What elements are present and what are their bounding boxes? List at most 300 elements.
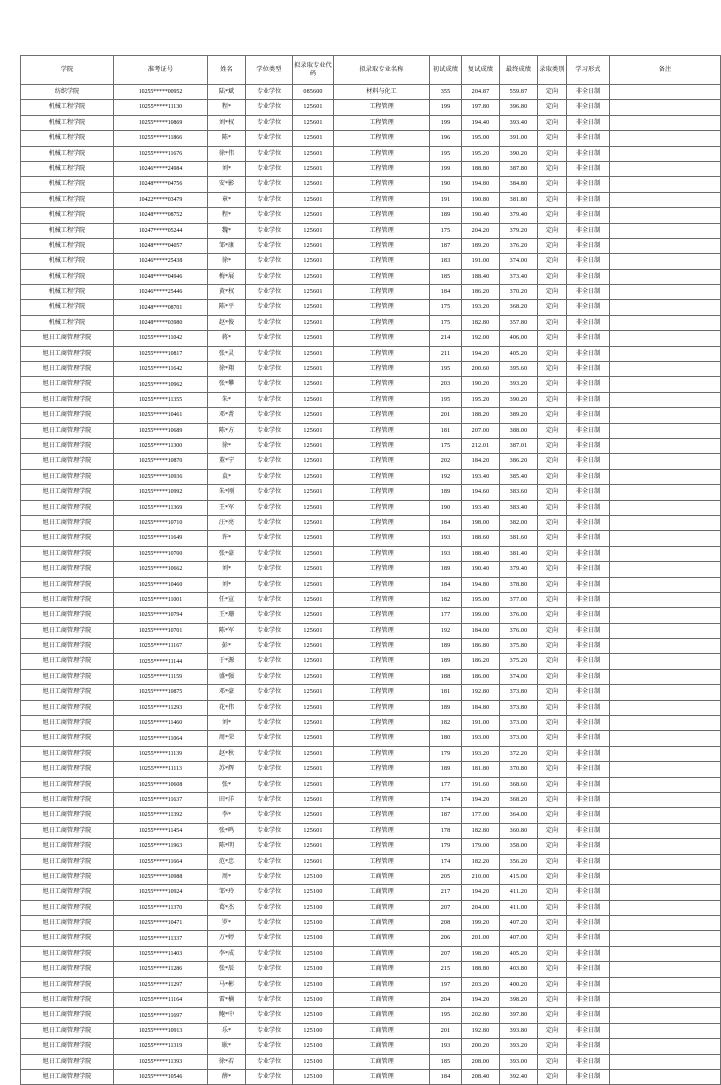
cell-remark xyxy=(610,362,721,377)
cell-exam-number: 10255*****11337 xyxy=(114,931,208,946)
cell-initial-score: 201 xyxy=(430,408,462,423)
cell-college: 旭日工商管理学院 xyxy=(21,346,114,361)
cell-initial-score: 208 xyxy=(430,916,462,931)
cell-exam-number: 10247*****05244 xyxy=(114,223,208,238)
cell-study-form: 非全日制 xyxy=(567,315,610,330)
cell-remark xyxy=(610,408,721,423)
cell-degree-type: 专业学位 xyxy=(246,1023,293,1038)
table-row xyxy=(21,977,721,992)
cell-major-name: 工程管理 xyxy=(334,100,430,115)
cell-study-form: 非全日制 xyxy=(567,362,610,377)
cell-name: 王*珊 xyxy=(208,608,246,623)
cell-initial-score: 205 xyxy=(430,869,462,884)
cell-final-score: 372.20 xyxy=(500,746,538,761)
cell-final-score: 390.20 xyxy=(500,146,538,161)
cell-name: 雷*楠 xyxy=(208,993,246,1008)
cell-name: 朱* xyxy=(208,392,246,407)
cell-degree-type: 专业学位 xyxy=(246,746,293,761)
cell-study-form: 非全日制 xyxy=(567,608,610,623)
cell-major-code: 125100 xyxy=(293,946,334,961)
cell-final-score: 383.40 xyxy=(500,500,538,515)
cell-name: 陆*斌 xyxy=(208,85,246,100)
cell-name: 安*影 xyxy=(208,177,246,192)
cell-major-name: 工程管理 xyxy=(334,762,430,777)
cell-initial-score: 215 xyxy=(430,962,462,977)
table-row xyxy=(21,362,721,377)
cell-name: 范*忠 xyxy=(208,854,246,869)
cell-remark xyxy=(610,916,721,931)
cell-exam-number: 10255*****11001 xyxy=(114,592,208,607)
cell-college: 旭日工商管理学院 xyxy=(21,485,114,500)
cell-degree-type: 专业学位 xyxy=(246,377,293,392)
cell-study-form: 非全日制 xyxy=(567,762,610,777)
cell-major-code: 125100 xyxy=(293,1070,334,1085)
cell-major-code: 125601 xyxy=(293,423,334,438)
cell-name: 陈* xyxy=(208,131,246,146)
table-row xyxy=(21,254,721,269)
cell-final-score: 357.80 xyxy=(500,315,538,330)
cell-initial-score: 193 xyxy=(430,546,462,561)
cell-initial-score: 197 xyxy=(430,977,462,992)
cell-initial-score: 190 xyxy=(430,177,462,192)
cell-college: 旭日工商管理学院 xyxy=(21,823,114,838)
table-row xyxy=(21,285,721,300)
cell-admission-type: 定向 xyxy=(538,762,567,777)
cell-study-form: 非全日制 xyxy=(567,669,610,684)
cell-major-code: 125601 xyxy=(293,531,334,546)
cell-major-code: 125100 xyxy=(293,993,334,1008)
cell-retest-score: 194.80 xyxy=(462,577,500,592)
table-row xyxy=(21,1054,721,1069)
cell-name: 鲍*中 xyxy=(208,1008,246,1023)
cell-admission-type: 定向 xyxy=(538,916,567,931)
cell-name: 彭* xyxy=(208,639,246,654)
cell-major-name: 工程管理 xyxy=(334,577,430,592)
cell-study-form: 非全日制 xyxy=(567,946,610,961)
cell-major-code: 125601 xyxy=(293,146,334,161)
cell-major-code: 125601 xyxy=(293,469,334,484)
admission-results-table xyxy=(20,55,721,1085)
cell-name: 于*源 xyxy=(208,654,246,669)
cell-degree-type: 专业学位 xyxy=(246,777,293,792)
cell-name: 花*伟 xyxy=(208,700,246,715)
cell-major-name: 材料与化工 xyxy=(334,85,430,100)
cell-exam-number: 10248*****04756 xyxy=(114,177,208,192)
cell-exam-number: 10255*****11355 xyxy=(114,392,208,407)
cell-final-score: 406.00 xyxy=(500,331,538,346)
cell-degree-type: 专业学位 xyxy=(246,192,293,207)
cell-final-score: 398.20 xyxy=(500,993,538,1008)
cell-admission-type: 定向 xyxy=(538,931,567,946)
cell-college: 旭日工商管理学院 xyxy=(21,1023,114,1038)
table-row xyxy=(21,315,721,330)
cell-degree-type: 专业学位 xyxy=(246,223,293,238)
cell-initial-score: 182 xyxy=(430,592,462,607)
cell-name: 陈*方 xyxy=(208,423,246,438)
cell-exam-number: 10255*****10869 xyxy=(114,115,208,130)
cell-admission-type: 定向 xyxy=(538,977,567,992)
cell-remark xyxy=(610,700,721,715)
cell-major-name: 工程管理 xyxy=(334,408,430,423)
cell-name: 李* xyxy=(208,808,246,823)
cell-exam-number: 10255*****11866 xyxy=(114,131,208,146)
cell-name: 乐* xyxy=(208,1023,246,1038)
cell-degree-type: 专业学位 xyxy=(246,269,293,284)
cell-retest-score: 193.20 xyxy=(462,300,500,315)
cell-exam-number: 10255*****10988 xyxy=(114,869,208,884)
cell-initial-score: 214 xyxy=(430,331,462,346)
cell-initial-score: 184 xyxy=(430,285,462,300)
cell-college: 旭日工商管理学院 xyxy=(21,1070,114,1085)
cell-degree-type: 专业学位 xyxy=(246,408,293,423)
cell-major-name: 工程管理 xyxy=(334,562,430,577)
cell-final-score: 374.00 xyxy=(500,254,538,269)
cell-exam-number: 10255*****10913 xyxy=(114,1023,208,1038)
cell-major-name: 工商管理 xyxy=(334,869,430,884)
table-row xyxy=(21,792,721,807)
cell-admission-type: 定向 xyxy=(538,900,567,915)
cell-admission-type: 定向 xyxy=(538,731,567,746)
cell-initial-score: 184 xyxy=(430,1070,462,1085)
cell-study-form: 非全日制 xyxy=(567,485,610,500)
cell-major-name: 工程管理 xyxy=(334,208,430,223)
table-row xyxy=(21,300,721,315)
cell-admission-type: 定向 xyxy=(538,1070,567,1085)
table-row xyxy=(21,346,721,361)
cell-exam-number: 10255*****10701 xyxy=(114,623,208,638)
cell-college: 旭日工商管理学院 xyxy=(21,700,114,715)
cell-exam-number: 10255*****11164 xyxy=(114,993,208,1008)
cell-final-score: 390.20 xyxy=(500,392,538,407)
cell-initial-score: 199 xyxy=(430,115,462,130)
table-row xyxy=(21,700,721,715)
cell-college: 旭日工商管理学院 xyxy=(21,839,114,854)
cell-retest-score: 188.20 xyxy=(462,408,500,423)
cell-major-name: 工程管理 xyxy=(334,839,430,854)
cell-final-score: 382.00 xyxy=(500,515,538,530)
cell-admission-type: 定向 xyxy=(538,285,567,300)
cell-name: 徐* xyxy=(208,438,246,453)
cell-major-name: 工程管理 xyxy=(334,669,430,684)
cell-final-score: 375.20 xyxy=(500,654,538,669)
cell-college: 旭日工商管理学院 xyxy=(21,438,114,453)
cell-name: 徐*翔 xyxy=(208,362,246,377)
cell-major-name: 工商管理 xyxy=(334,916,430,931)
cell-remark xyxy=(610,515,721,530)
column-header-name: 姓名 xyxy=(208,56,246,85)
cell-exam-number: 10255*****11460 xyxy=(114,716,208,731)
cell-admission-type: 定向 xyxy=(538,223,567,238)
cell-initial-score: 177 xyxy=(430,608,462,623)
cell-study-form: 非全日制 xyxy=(567,808,610,823)
cell-major-name: 工程管理 xyxy=(334,423,430,438)
cell-degree-type: 专业学位 xyxy=(246,808,293,823)
cell-initial-score: 179 xyxy=(430,746,462,761)
table-row xyxy=(21,115,721,130)
table-row xyxy=(21,269,721,284)
cell-retest-score: 181.80 xyxy=(462,762,500,777)
cell-college: 机械工程学院 xyxy=(21,161,114,176)
cell-study-form: 非全日制 xyxy=(567,731,610,746)
cell-retest-score: 192.80 xyxy=(462,1023,500,1038)
cell-exam-number: 10255*****11392 xyxy=(114,808,208,823)
cell-major-name: 工程管理 xyxy=(334,623,430,638)
table-row xyxy=(21,469,721,484)
cell-retest-score: 212.01 xyxy=(462,438,500,453)
cell-retest-score: 194.80 xyxy=(462,177,500,192)
cell-admission-type: 定向 xyxy=(538,146,567,161)
cell-remark xyxy=(610,485,721,500)
cell-major-code: 125601 xyxy=(293,823,334,838)
cell-exam-number: 10255*****10689 xyxy=(114,423,208,438)
cell-remark xyxy=(610,839,721,854)
cell-major-code: 125601 xyxy=(293,777,334,792)
cell-degree-type: 专业学位 xyxy=(246,115,293,130)
cell-college: 旭日工商管理学院 xyxy=(21,392,114,407)
cell-final-score: 360.80 xyxy=(500,823,538,838)
cell-remark xyxy=(610,454,721,469)
cell-major-code: 125100 xyxy=(293,931,334,946)
cell-major-name: 工程管理 xyxy=(334,269,430,284)
cell-retest-score: 191.00 xyxy=(462,716,500,731)
cell-major-name: 工程管理 xyxy=(334,392,430,407)
cell-name: 葛*杰 xyxy=(208,900,246,915)
cell-degree-type: 专业学位 xyxy=(246,208,293,223)
cell-major-name: 工程管理 xyxy=(334,700,430,715)
table-row xyxy=(21,192,721,207)
cell-degree-type: 专业学位 xyxy=(246,700,293,715)
column-header-initial-score: 初试成绩 xyxy=(430,56,462,85)
cell-remark xyxy=(610,592,721,607)
cell-final-score: 375.80 xyxy=(500,639,538,654)
cell-final-score: 373.00 xyxy=(500,731,538,746)
cell-study-form: 非全日制 xyxy=(567,993,610,1008)
cell-name: 刘* xyxy=(208,577,246,592)
cell-major-name: 工商管理 xyxy=(334,977,430,992)
cell-college: 机械工程学院 xyxy=(21,300,114,315)
cell-admission-type: 定向 xyxy=(538,577,567,592)
cell-initial-score: 207 xyxy=(430,900,462,915)
cell-degree-type: 专业学位 xyxy=(246,362,293,377)
cell-remark xyxy=(610,146,721,161)
cell-retest-score: 207.00 xyxy=(462,423,500,438)
table-row xyxy=(21,731,721,746)
cell-retest-score: 194.40 xyxy=(462,115,500,130)
cell-degree-type: 专业学位 xyxy=(246,485,293,500)
cell-initial-score: 175 xyxy=(430,223,462,238)
cell-college: 旭日工商管理学院 xyxy=(21,885,114,900)
cell-remark xyxy=(610,1054,721,1069)
cell-name: 邹*玲 xyxy=(208,885,246,900)
cell-degree-type: 专业学位 xyxy=(246,623,293,638)
cell-name: 张*辰 xyxy=(208,962,246,977)
cell-college: 机械工程学院 xyxy=(21,254,114,269)
cell-college: 机械工程学院 xyxy=(21,208,114,223)
cell-degree-type: 专业学位 xyxy=(246,916,293,931)
cell-remark xyxy=(610,177,721,192)
cell-college: 旭日工商管理学院 xyxy=(21,623,114,638)
cell-initial-score: 184 xyxy=(430,515,462,530)
cell-initial-score: 189 xyxy=(430,654,462,669)
cell-initial-score: 189 xyxy=(430,762,462,777)
cell-name: 马*彬 xyxy=(208,977,246,992)
cell-name: 董*宁 xyxy=(208,454,246,469)
cell-college: 旭日工商管理学院 xyxy=(21,669,114,684)
table-row xyxy=(21,577,721,592)
cell-exam-number: 10255*****10992 xyxy=(114,485,208,500)
table-row xyxy=(21,808,721,823)
cell-final-score: 389.20 xyxy=(500,408,538,423)
cell-final-score: 373.40 xyxy=(500,269,538,284)
cell-college: 旭日工商管理学院 xyxy=(21,1054,114,1069)
cell-admission-type: 定向 xyxy=(538,377,567,392)
cell-major-name: 工程管理 xyxy=(334,438,430,453)
cell-retest-score: 192.00 xyxy=(462,331,500,346)
cell-exam-number: 10255*****10817 xyxy=(114,346,208,361)
cell-major-code: 125601 xyxy=(293,792,334,807)
cell-major-name: 工程管理 xyxy=(334,161,430,176)
cell-initial-score: 204 xyxy=(430,993,462,1008)
cell-college: 机械工程学院 xyxy=(21,131,114,146)
cell-remark xyxy=(610,977,721,992)
cell-major-code: 125601 xyxy=(293,177,334,192)
cell-degree-type: 专业学位 xyxy=(246,885,293,900)
cell-major-code: 125601 xyxy=(293,115,334,130)
table-row xyxy=(21,331,721,346)
cell-college: 旭日工商管理学院 xyxy=(21,808,114,823)
cell-final-score: 386.20 xyxy=(500,454,538,469)
cell-major-name: 工程管理 xyxy=(334,808,430,823)
cell-major-name: 工程管理 xyxy=(334,716,430,731)
cell-retest-score: 193.20 xyxy=(462,746,500,761)
cell-college: 旭日工商管理学院 xyxy=(21,531,114,546)
cell-admission-type: 定向 xyxy=(538,700,567,715)
cell-major-name: 工商管理 xyxy=(334,1008,430,1023)
table-row xyxy=(21,716,721,731)
cell-college: 旭日工商管理学院 xyxy=(21,500,114,515)
cell-retest-score: 200.60 xyxy=(462,362,500,377)
cell-college: 旭日工商管理学院 xyxy=(21,577,114,592)
cell-exam-number: 10255*****10875 xyxy=(114,685,208,700)
cell-name: 陈*平 xyxy=(208,300,246,315)
cell-initial-score: 195 xyxy=(430,392,462,407)
cell-exam-number: 10255*****11167 xyxy=(114,639,208,654)
cell-retest-score: 193.40 xyxy=(462,469,500,484)
cell-study-form: 非全日制 xyxy=(567,685,610,700)
cell-major-name: 工程管理 xyxy=(334,746,430,761)
cell-retest-score: 194.20 xyxy=(462,885,500,900)
cell-college: 旭日工商管理学院 xyxy=(21,792,114,807)
cell-remark xyxy=(610,962,721,977)
cell-admission-type: 定向 xyxy=(538,685,567,700)
table-row xyxy=(21,946,721,961)
cell-study-form: 非全日制 xyxy=(567,131,610,146)
cell-study-form: 非全日制 xyxy=(567,823,610,838)
cell-retest-score: 201.00 xyxy=(462,931,500,946)
cell-name: 陈*军 xyxy=(208,623,246,638)
cell-exam-number: 10255*****11159 xyxy=(114,669,208,684)
cell-retest-score: 188.40 xyxy=(462,546,500,561)
cell-major-name: 工程管理 xyxy=(334,592,430,607)
cell-degree-type: 专业学位 xyxy=(246,1039,293,1054)
cell-name: 张* xyxy=(208,777,246,792)
cell-study-form: 非全日制 xyxy=(567,792,610,807)
cell-major-name: 工程管理 xyxy=(334,223,430,238)
cell-retest-score: 179.00 xyxy=(462,839,500,854)
cell-study-form: 非全日制 xyxy=(567,300,610,315)
cell-remark xyxy=(610,500,721,515)
cell-initial-score: 182 xyxy=(430,716,462,731)
cell-admission-type: 定向 xyxy=(538,839,567,854)
cell-name: 朱*刚 xyxy=(208,485,246,500)
cell-initial-score: 178 xyxy=(430,823,462,838)
cell-remark xyxy=(610,131,721,146)
cell-final-score: 376.20 xyxy=(500,238,538,253)
cell-initial-score: 177 xyxy=(430,777,462,792)
cell-exam-number: 10255*****11064 xyxy=(114,731,208,746)
cell-college: 旭日工商管理学院 xyxy=(21,731,114,746)
cell-remark xyxy=(610,531,721,546)
cell-remark xyxy=(610,315,721,330)
cell-degree-type: 专业学位 xyxy=(246,577,293,592)
cell-major-code: 125601 xyxy=(293,362,334,377)
cell-retest-score: 197.80 xyxy=(462,100,500,115)
cell-admission-type: 定向 xyxy=(538,438,567,453)
cell-admission-type: 定向 xyxy=(538,115,567,130)
cell-study-form: 非全日制 xyxy=(567,716,610,731)
cell-study-form: 非全日制 xyxy=(567,423,610,438)
cell-major-code: 125601 xyxy=(293,408,334,423)
cell-major-name: 工商管理 xyxy=(334,885,430,900)
cell-initial-score: 201 xyxy=(430,1023,462,1038)
cell-final-score: 379.20 xyxy=(500,223,538,238)
cell-study-form: 非全日制 xyxy=(567,869,610,884)
table-row xyxy=(21,100,721,115)
table-row xyxy=(21,1008,721,1023)
cell-name: 薛* xyxy=(208,1070,246,1085)
column-header-exam-number: 准考证号 xyxy=(114,56,208,85)
cell-admission-type: 定向 xyxy=(538,869,567,884)
column-header-degree-type: 学位类型 xyxy=(246,56,293,85)
cell-college: 机械工程学院 xyxy=(21,115,114,130)
cell-final-score: 381.60 xyxy=(500,531,538,546)
cell-college: 旭日工商管理学院 xyxy=(21,762,114,777)
cell-major-code: 125100 xyxy=(293,962,334,977)
cell-college: 旭日工商管理学院 xyxy=(21,869,114,884)
cell-exam-number: 10255*****11454 xyxy=(114,823,208,838)
cell-retest-score: 182.20 xyxy=(462,854,500,869)
cell-retest-score: 188.80 xyxy=(462,962,500,977)
cell-retest-score: 182.80 xyxy=(462,315,500,330)
cell-major-code: 125601 xyxy=(293,808,334,823)
cell-college: 机械工程学院 xyxy=(21,269,114,284)
cell-major-code: 125100 xyxy=(293,1054,334,1069)
cell-major-code: 125601 xyxy=(293,454,334,469)
cell-degree-type: 专业学位 xyxy=(246,331,293,346)
cell-major-name: 工商管理 xyxy=(334,962,430,977)
cell-college: 旭日工商管理学院 xyxy=(21,423,114,438)
cell-major-name: 工程管理 xyxy=(334,608,430,623)
cell-degree-type: 专业学位 xyxy=(246,254,293,269)
cell-name: 张*攀 xyxy=(208,377,246,392)
cell-major-code: 125601 xyxy=(293,161,334,176)
cell-major-name: 工商管理 xyxy=(334,993,430,1008)
cell-degree-type: 专业学位 xyxy=(246,608,293,623)
cell-college: 旭日工商管理学院 xyxy=(21,562,114,577)
cell-remark xyxy=(610,223,721,238)
cell-admission-type: 定向 xyxy=(538,993,567,1008)
cell-initial-score: 195 xyxy=(430,1008,462,1023)
